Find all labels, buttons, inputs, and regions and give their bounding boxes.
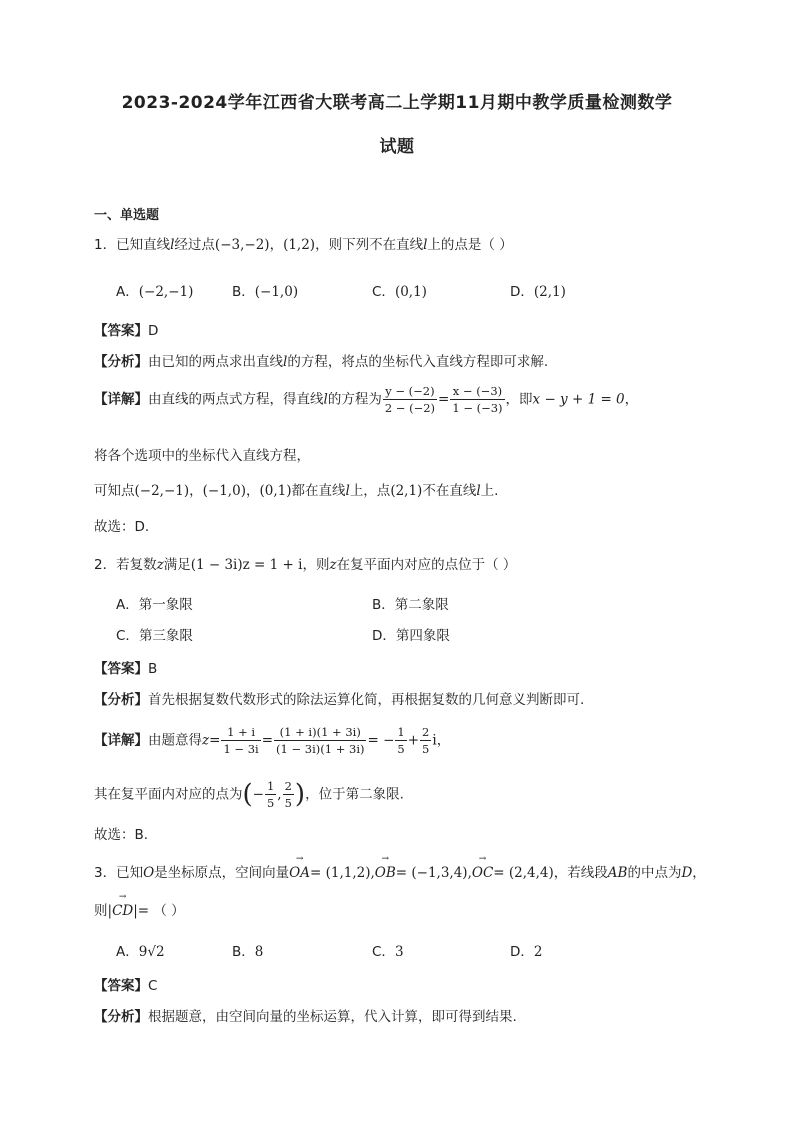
fraction: $\frac{1}{5}$ [266,779,275,810]
q2-option-c: C．第三象限 [116,628,193,644]
q3-option-b: B．8 [232,944,264,960]
q3-analysis: 【分析】根据题意，由空间向量的坐标运算，代入计算，即可得到结果. [94,1009,517,1025]
section-heading: 一、单选题 [94,208,160,223]
q1-option-b: B．(−1,0) [232,284,299,300]
q2-detail-line-2: 其在复平面内对应的点为(− $\frac{1}{5}$ , $\frac{2}{5}$ )，位于第二象限. [94,779,404,810]
fraction: $\frac{2}{5}$ [422,725,430,756]
q3-stem-line-2: 则|→ CD|= （ ） [94,899,185,919]
q1-analysis: 【分析】由已知的两点求出直线l的方程，将点的坐标代入直线方程即可求解. [94,354,549,370]
q1-option-c: C．(0,1) [372,284,427,300]
fraction: $\frac{(1 + i)(1 + 3i)}{(1 - 3i)(1 + 3i)}$ [276,725,365,756]
q2-detail: 【详解】由题意得z= $\frac{1 + i}{1 - 3i}$ = $\frac{(1 + i)(1 + 3i)}{(1 - 3i)(1 + 3i)}$ = − $\frac{1}{5}$ + $\frac{2}{5}$ i， [94,725,451,756]
q1-stem: 1．已知直线l经过点(−3,−2)，(1,2)，则下列不在直线l上的点是（ ） [94,237,513,253]
vector-OA: → OA [289,865,310,881]
q1-detail: 【详解】由直线的两点式方程，得直线l的方程为 $\frac{y - (-2)}{2 - (-2)}$ = $\frac{x - (-3)}{1 - (-3)}$ ，即x − y + 1 = 0， [94,384,639,415]
q2-option-a: A．第一象限 [116,597,193,613]
vector-OC: → OC [472,865,493,881]
fraction: $\frac{y - (-2)}{2 - (-2)}$ [384,384,436,415]
document-title-line-2: 试题 [379,137,415,157]
q2-answer: 【答案】B [94,661,158,677]
q1-conclusion: 故选：D. [94,519,150,535]
q2-conclusion: 故选：B. [94,827,149,843]
q3-answer: 【答案】C [94,978,158,994]
q1-detail-line-2: 将各个选项中的坐标代入直线方程， [94,448,310,464]
q2-analysis: 【分析】首先根据复数代数形式的除法运算化简，再根据复数的几何意义判断即可. [94,692,585,708]
q1-option-d: D．(2,1) [510,284,566,300]
vector-OB: → OB [375,865,396,881]
fraction: $\frac{x - (-3)}{1 - (-3)}$ [452,384,503,415]
q1-option-a: A．(−2,−1) [116,284,194,300]
q1-answer: 【答案】D [94,323,159,339]
q1-detail-line-3: 可知点(−2,−1)，(−1,0)，(0,1)都在直线l上，点(2,1)不在直线l上. [94,483,499,499]
fraction: $\frac{2}{5}$ [284,779,292,810]
q2-option-b: B．第二象限 [372,597,449,613]
q3-option-c: C．3 [372,944,404,960]
q3-stem: 3．已知O是坐标原点，空间向量→ OA= (1,1,2),→ OB= (−1,3,4),→ OC= (2,4,4)，若线段AB的中点为D， [94,861,706,881]
vector-CD: → CD [112,903,133,919]
fraction: $\frac{1 + i}{1 - 3i}$ [223,725,259,756]
q3-option-a: A．9√2 [116,944,165,960]
document-title-line-1: 2023-2024学年江西省大联考高二上学期11月期中教学质量检测数学 [121,93,673,113]
q3-option-d: D．2 [510,944,543,960]
q2-stem: 2．若复数z满足(1 − 3i)z = 1 + i，则z在复平面内对应的点位于（ ） [94,557,517,573]
q2-option-d: D．第四象限 [372,628,450,644]
fraction: $\frac{1}{5}$ [397,725,405,756]
